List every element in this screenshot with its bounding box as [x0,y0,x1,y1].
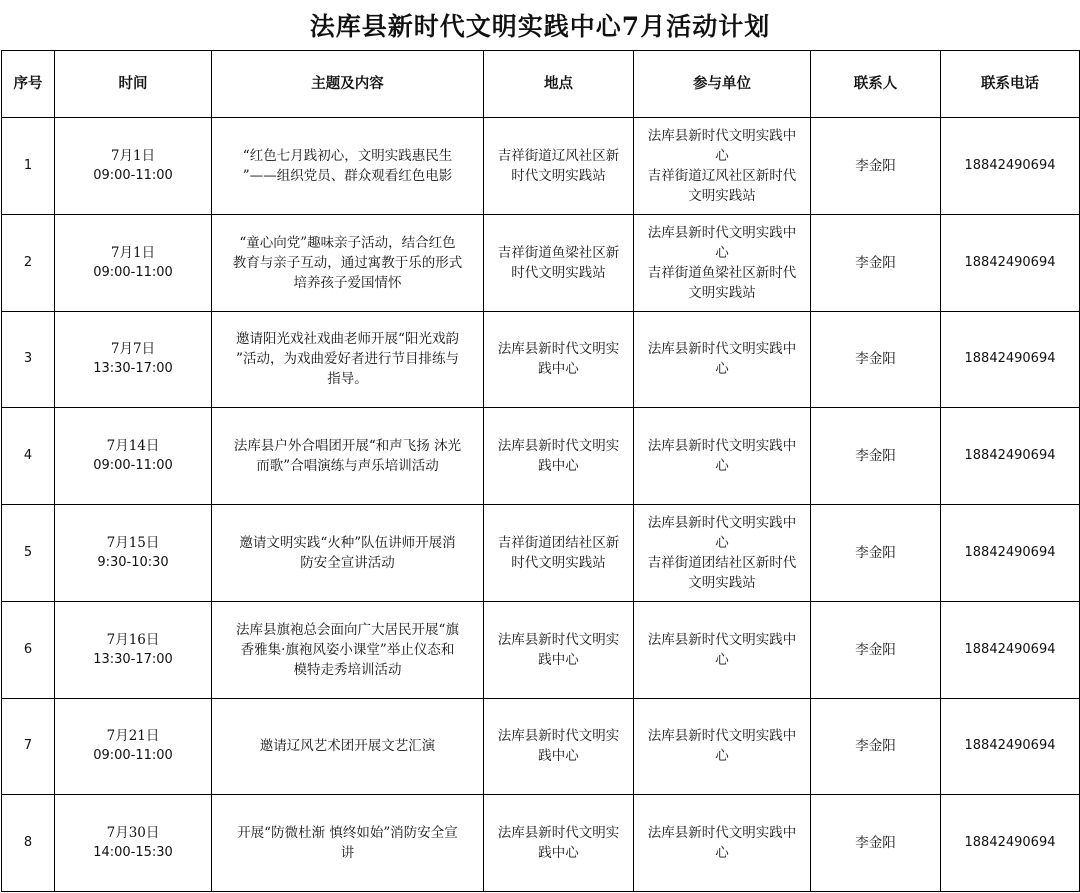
time-cell [55,795,212,892]
table-row [2,118,1080,215]
contact-cell [811,118,941,215]
place-line: 法库县新时代文明实 [497,341,620,358]
header-no: 序号 [2,51,55,118]
unit-line: 法库县新时代文明实践中 [647,127,797,144]
table-header-row [2,51,1080,118]
place-cell [484,311,634,408]
place-line: 法库县新时代文明实 [497,438,620,455]
place-line: 吉祥街道团结社区新 [497,534,620,551]
unit-line: 文明实践站 [688,284,756,301]
row-number-cell [2,601,55,698]
units-cell [634,698,811,795]
row-number-cell [2,505,55,602]
place-cell [484,698,634,795]
topic-line: 指导。 [327,371,368,388]
time-cell [55,601,212,698]
place-cell [484,214,634,311]
place-line: 吉祥街道辽风社区新 [497,147,620,164]
time-cell [55,408,212,505]
topic-line: ”活动，为戏曲爱好者进行节目排练与 [236,351,459,368]
topic-line: 邀请辽风艺术团开展文艺汇演 [259,738,436,755]
phone-cell [941,698,1080,795]
phone-cell [941,311,1080,408]
unit-line: 心 [715,845,729,862]
units-cell [634,795,811,892]
row-number: 6 [23,641,33,657]
table-row [2,214,1080,311]
activity-date: 7月1日 [110,147,156,164]
time-cell [55,505,212,602]
place-line: 法库县新时代文明实 [497,825,620,842]
phone-cell [941,214,1080,311]
unit-line: 法库县新时代文明实践中 [647,224,797,241]
header-phone: 联系电话 [941,51,1080,118]
contact-phone: 18842490694 [964,351,1056,367]
place-cell [484,505,634,602]
activity-date: 7月21日 [106,728,160,745]
time-cell [55,118,212,215]
activity-date: 7月30日 [106,825,160,842]
unit-line: 心 [715,361,729,378]
row-number-cell [2,118,55,215]
phone-cell [941,795,1080,892]
topic-cell [212,505,484,602]
place-line: 时代文明实践站 [511,167,606,184]
topic-line: ”——组织党员、群众观看红色电影 [242,167,453,184]
contact-phone: 18842490694 [964,641,1056,657]
activity-time: 14:00-15:30 [93,845,173,861]
unit-line: 心 [715,147,729,164]
time-cell [55,698,212,795]
activity-date: 7月7日 [110,341,156,358]
unit-line: 法库县新时代文明实践中 [647,728,797,745]
activity-date: 7月15日 [106,534,160,551]
place-line: 践中心 [538,845,579,862]
topic-cell [212,311,484,408]
header-place: 地点 [484,51,634,118]
activity-time: 09:00-11:00 [93,167,173,183]
header-units: 参与单位 [634,51,811,118]
topic-line: 教育与亲子互动，通过寓教于乐的形式 [232,254,463,271]
topic-line: 防安全宣讲活动 [300,554,395,571]
place-cell [484,408,634,505]
contact-name: 李金阳 [855,641,896,658]
unit-line: 法库县新时代文明实践中 [647,631,797,648]
contact-phone: 18842490694 [964,157,1056,173]
place-line: 法库县新时代文明实 [497,631,620,648]
contact-name: 李金阳 [855,544,896,561]
row-number-cell [2,311,55,408]
contact-name: 李金阳 [855,254,896,271]
row-number: 2 [23,254,33,270]
row-number: 8 [23,835,33,851]
topic-cell [212,795,484,892]
unit-line: 文明实践站 [688,574,756,591]
place-line: 践中心 [538,458,579,475]
topic-line: 邀请文明实践“火种”队伍讲师开展消 [239,534,456,551]
unit-line: 吉祥街道团结社区新时代 [647,554,797,571]
row-number: 4 [23,448,33,464]
phone-cell [941,118,1080,215]
unit-line: 法库县新时代文明实践中 [647,514,797,531]
contact-phone: 18842490694 [964,835,1056,851]
activity-date: 7月1日 [110,244,156,261]
contact-name: 李金阳 [855,448,896,465]
units-cell [634,505,811,602]
contact-name: 李金阳 [855,738,896,755]
topic-line: 模特走秀培训活动 [293,661,402,678]
table-row [2,408,1080,505]
table-row [2,795,1080,892]
place-line: 践中心 [538,748,579,765]
unit-line: 心 [715,651,729,668]
header-topic: 主题及内容 [212,51,484,118]
phone-cell [941,505,1080,602]
unit-line: 法库县新时代文明实践中 [647,341,797,358]
row-number: 7 [23,738,33,754]
unit-line: 吉祥街道辽风社区新时代 [647,167,797,184]
place-cell [484,795,634,892]
place-line: 践中心 [538,651,579,668]
topic-line: 而歌”合唱演练与声乐培训活动 [256,458,439,475]
contact-cell [811,214,941,311]
activity-time: 13:30-17:00 [93,651,173,667]
row-number-cell [2,698,55,795]
topic-cell [212,601,484,698]
topic-cell [212,408,484,505]
units-cell [634,118,811,215]
activity-time: 09:00-11:00 [93,458,173,474]
phone-cell [941,601,1080,698]
activity-time: 09:00-11:00 [93,748,173,764]
activity-plan-table [1,50,1080,892]
activity-time: 09:00-11:00 [93,264,173,280]
row-number: 3 [23,351,33,367]
topic-line: 法库县户外合唱团开展“和声飞扬 沐光 [233,438,462,455]
activity-time: 13:30-17:00 [93,361,173,377]
topic-line: 开展“防微杜渐 慎终如始”消防安全宣 [237,825,458,842]
contact-phone: 18842490694 [964,738,1056,754]
table-row [2,601,1080,698]
row-number-cell [2,214,55,311]
row-number: 5 [23,544,33,560]
page-title: 法库县新时代文明实践中心7月活动计划 [309,12,771,41]
activity-date: 7月14日 [106,438,160,455]
topic-cell [212,118,484,215]
contact-phone: 18842490694 [964,544,1056,560]
place-line: 时代文明实践站 [511,264,606,281]
place-cell [484,118,634,215]
row-number: 1 [23,157,33,173]
activity-date: 7月16日 [106,631,160,648]
unit-line: 心 [715,534,729,551]
contact-name: 李金阳 [855,157,896,174]
contact-phone: 18842490694 [964,448,1056,464]
units-cell [634,408,811,505]
row-number-cell [2,408,55,505]
unit-line: 心 [715,748,729,765]
row-number-cell [2,795,55,892]
contact-cell [811,311,941,408]
contact-name: 李金阳 [855,835,896,852]
phone-cell [941,408,1080,505]
table-row [2,311,1080,408]
topic-line: 香雅集·旗袍风姿小课堂”举止仪态和 [240,641,455,658]
place-cell [484,601,634,698]
time-cell [55,311,212,408]
table-body [2,118,1080,892]
contact-cell [811,408,941,505]
topic-line: 讲 [340,845,355,862]
unit-line: 吉祥街道鱼梁社区新时代 [647,264,797,281]
topic-line: 法库县旗袍总会面向广大居民开展“旗 [236,621,459,638]
activity-time: 9:30-10:30 [97,554,169,570]
units-cell [634,311,811,408]
contact-cell [811,505,941,602]
topic-cell [212,214,484,311]
topic-line: “童心向党”趣味亲子活动，结合红色 [239,234,456,251]
topic-line: 培养孩子爱国情怀 [293,274,402,291]
place-line: 吉祥街道鱼梁社区新 [497,244,620,261]
unit-line: 文明实践站 [688,187,756,204]
place-line: 法库县新时代文明实 [497,728,620,745]
topic-line: “红色七月践初心，文明实践惠民生 [242,147,453,164]
header-contact: 联系人 [811,51,941,118]
table-row [2,505,1080,602]
contact-cell [811,601,941,698]
contact-cell [811,795,941,892]
contact-phone: 18842490694 [964,254,1056,270]
table-row [2,698,1080,795]
time-cell [55,214,212,311]
contact-cell [811,698,941,795]
units-cell [634,601,811,698]
header-time: 时间 [55,51,212,118]
unit-line: 心 [715,244,729,261]
unit-line: 心 [715,458,729,475]
topic-cell [212,698,484,795]
topic-line: 邀请阳光戏社戏曲老师开展“阳光戏韵 [236,331,459,348]
place-line: 时代文明实践站 [511,554,606,571]
units-cell [634,214,811,311]
unit-line: 法库县新时代文明实践中 [647,825,797,842]
unit-line: 法库县新时代文明实践中 [647,438,797,455]
contact-name: 李金阳 [855,351,896,368]
place-line: 践中心 [538,361,579,378]
